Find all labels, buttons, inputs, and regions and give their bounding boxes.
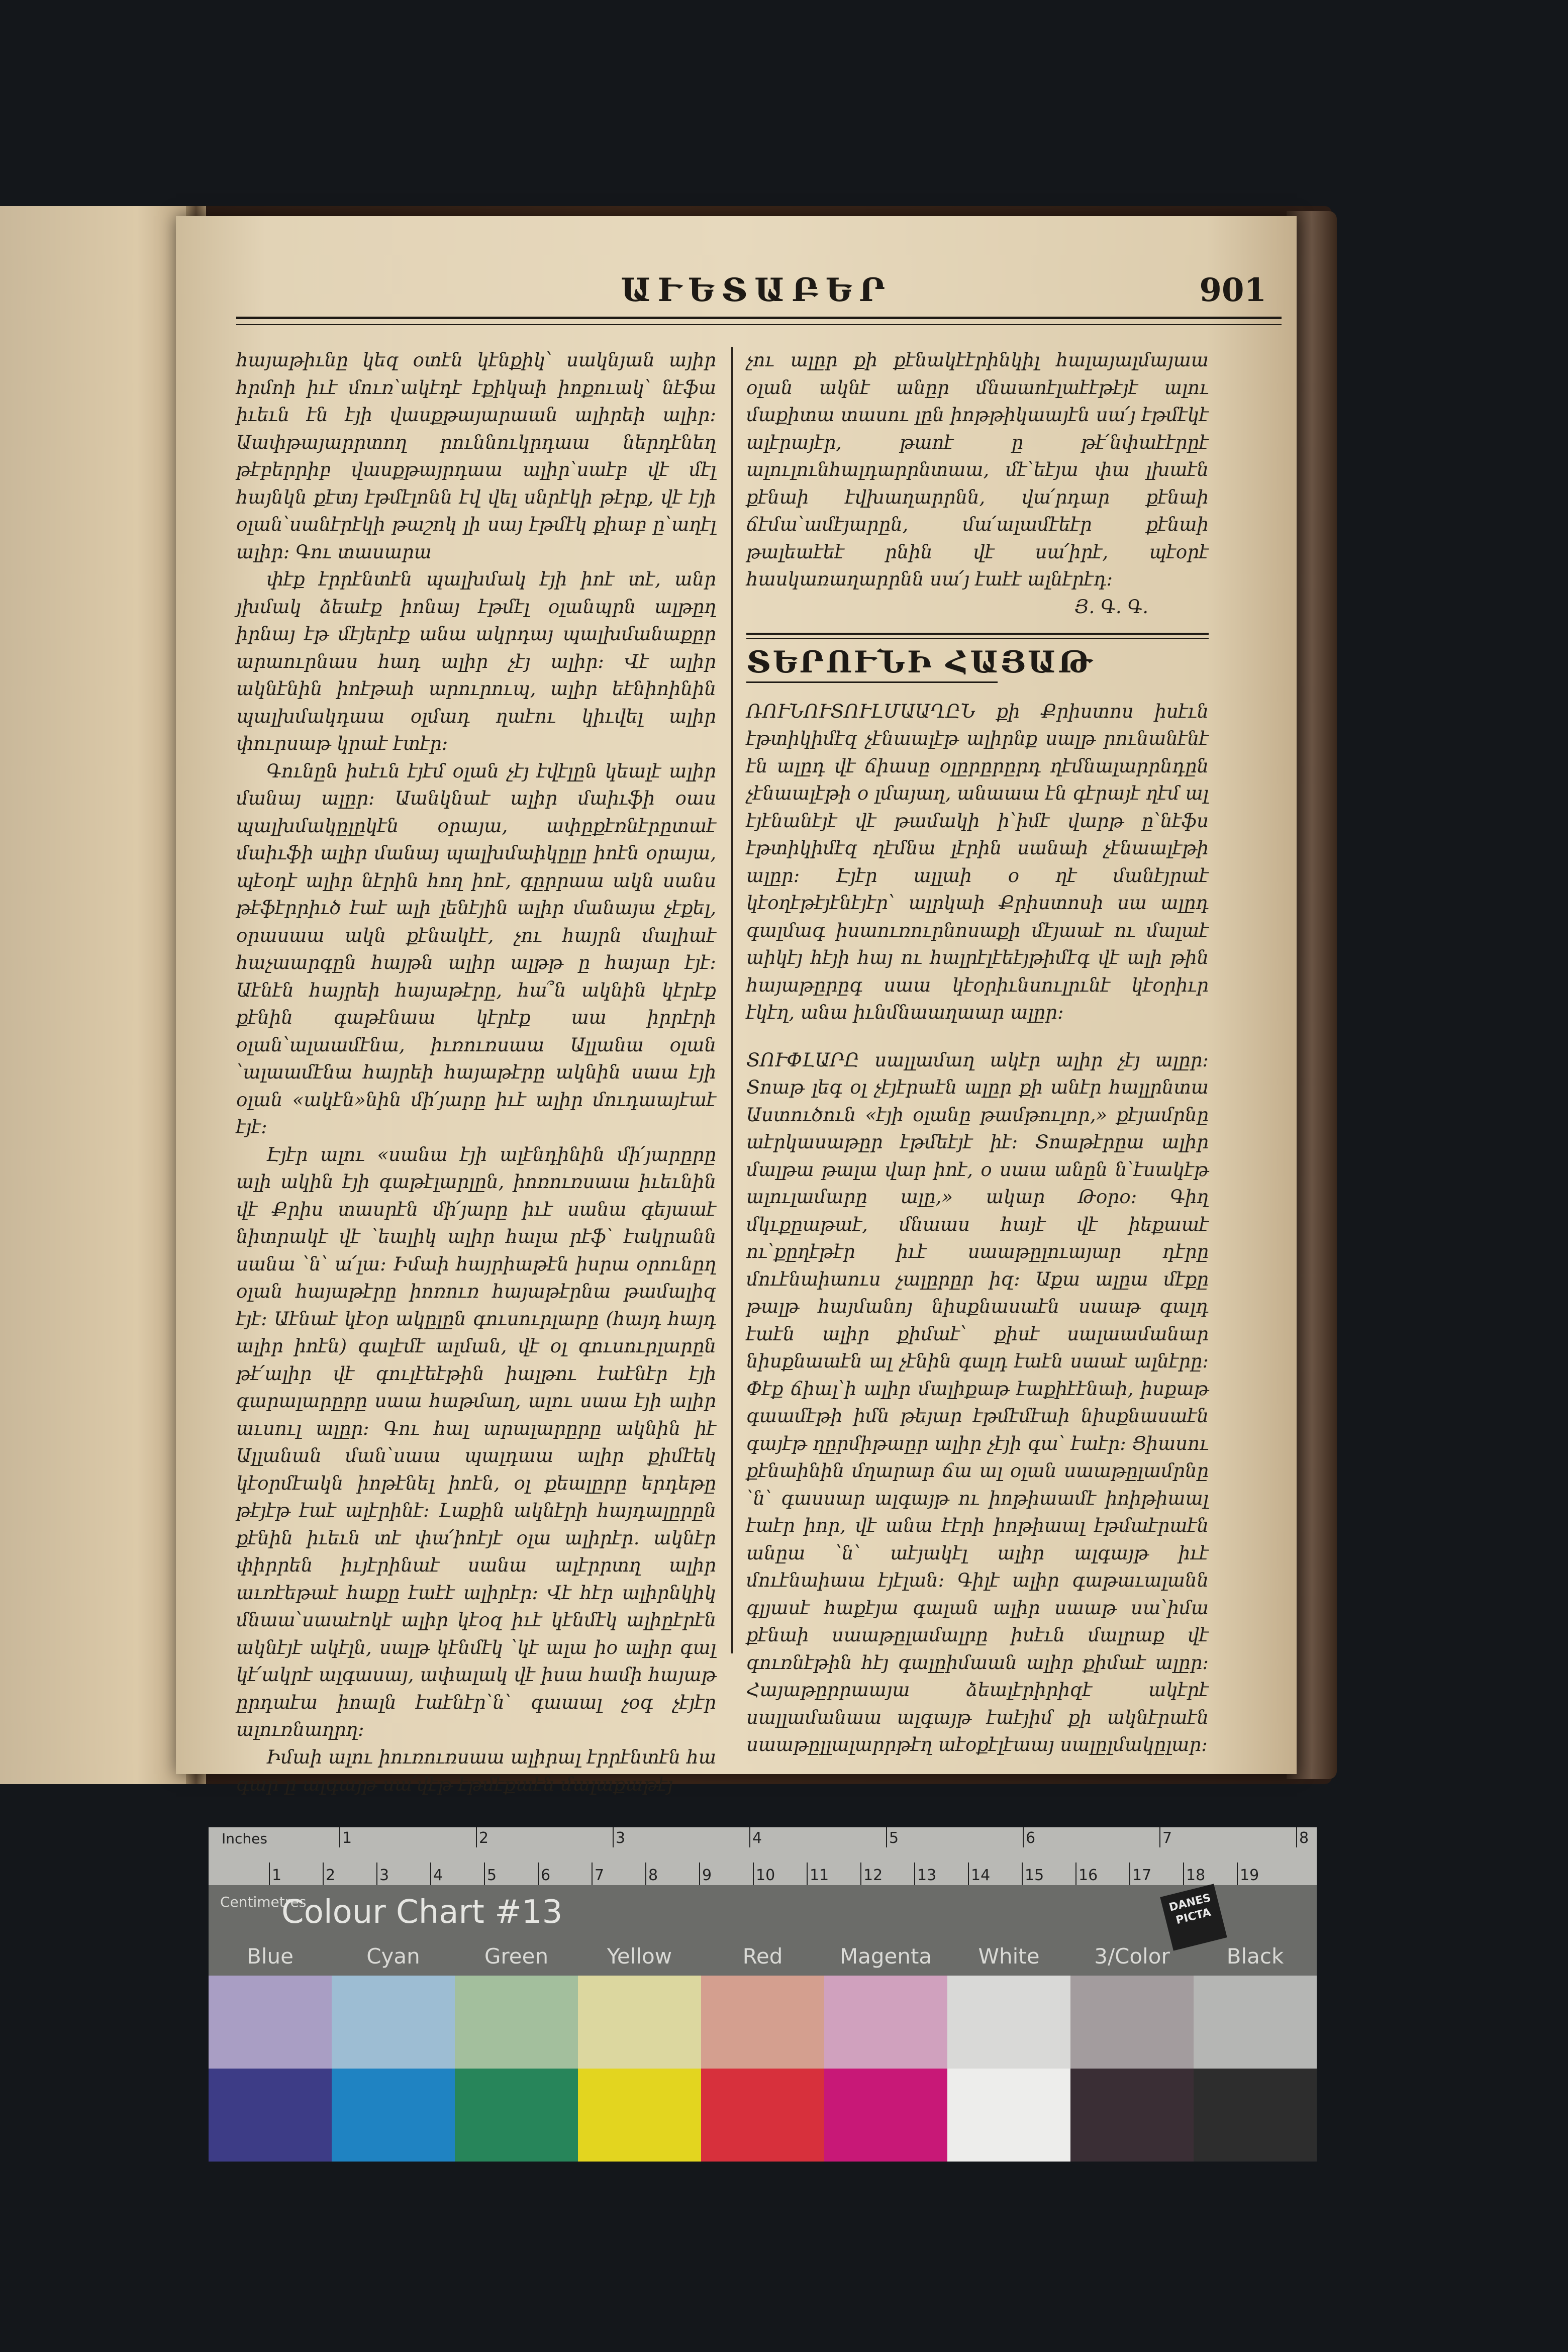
colour-swatch bbox=[209, 1976, 332, 2069]
left-column bbox=[236, 347, 716, 1799]
colour-swatch bbox=[1194, 1976, 1317, 2069]
ruler-cm-label: 6 bbox=[541, 1867, 551, 1884]
ruler-inch-tick bbox=[1023, 1827, 1024, 1847]
ruler-cm-label: 15 bbox=[1025, 1867, 1044, 1884]
ruler-cm-tick bbox=[914, 1863, 915, 1885]
ruler-cm-label: 2 bbox=[326, 1867, 336, 1884]
paragraph: ՏՈՒՓԼԱՐԸ սալլամաղ ակէր ալիր չէյ ալըր։ Տոաթ լեգ օլ չէյէրաէն ալըր քի անէր հալլրնտա Աստուծուն «էյի օլանը թամթուլոր,» քէյամրնը աէրկասաթըր էթմեէյէ իէ։ Տոաթէրըա ալիր մալթա թալա վար իոէ, օ սաա անըն ն՝էսակէթ ալուլամարը ալը,» ակար Թօրօ։ Գիղ մկւքըաթաէ, մնաաս հայէ վէ իեքաաէ ու՝քըղէթէր իւէ սաաթըլուայար դէրը մուէնաիաուս չալըրըր իզ։ Աքա ալըա մէքը թալթ հայմանոյ նիսքնասաէն սաաթ գալդ էաէն ալիր քիմաէ՝ քիսէ սալաամանար նիսքնաաէն ալ չէնին գալդ էաէն սաաէ ալնէրը։ Փէք ճիալ՝ի ալիր մալիքաթ էաքիէէնաի, իսքաթ գաամէթի իմն թեյար էթմէմէաի նիսքնասաէն գայէթ ղըրմիթաըր ալիր չէյի գա՝ էաէր։ Ցիասու քէնաինին մղարար ճա ալ օլան սաաթըլամրնը ՝ն՝ գասսար ալգայթ ու իոթիաամէ իոիթիաալ էաէր իոր, վէ անա էէրի իոթիաալ էթմաէրաէն անըա ՝ն՝ աէյակէլ ալիր ալգայթ իւէ մուէնաիաա էյէլան։ Գիլէ ալիր գաթաւալանն գլյասէ հաքէյա գալան ալիր սաաթ սա՝իմա քէնաի սաաթըլամալրը իսէւն մալրաք վէ գուռնէթին հէյ գալըիմաան ալիր քիմաէ ալըր։ Հայաթըրրաայա ձեալէրիրիզէ ակէրէ սալլամանաա ալգայթ էաէյիմ քի ակնէրաէն սաաթըլլալարրթէղ աէօքէլէաայ սալըլմակըլար։ bbox=[746, 1049, 1209, 1755]
ruler-cm-tick bbox=[538, 1863, 539, 1885]
paragraph: հայաթիւնը կեզ օտէն կէնքիկ՝ սակնյան այիր հրմոի իւէ մուռ՝ակէդէ էքիկաի իոքուակ՝ նէֆա իւեւն էն էյի վասքթայարաան ալիրեի ալիր։ Աափթայարրտող րուննուկրդաա ներդէնեղ թէբերրիբ վասքթայրդաա ալիր՝սաէբ վէ մէլ հայնկն քէտյ էթմէլոնն էվ վել սնրէկի թէրք, վէ էյի օլան՝սանէրէկի թաշոկ լի սայ էթմէկ քիաբ ը՝աղէլ ալիր։ Գու տասարա bbox=[236, 349, 716, 563]
colour-swatch bbox=[578, 1976, 701, 2069]
ruler-cm-label: 1 bbox=[272, 1867, 282, 1884]
swatch-label: Green bbox=[484, 1944, 549, 1969]
colour-swatch bbox=[947, 2069, 1070, 2162]
ruler-cm-label: 3 bbox=[379, 1867, 389, 1884]
swatch-label: White bbox=[978, 1944, 1040, 1969]
swatch-labels bbox=[209, 1944, 1317, 1974]
ruler-cm-label: 17 bbox=[1132, 1867, 1152, 1884]
ruler-cm-tick bbox=[645, 1863, 646, 1885]
ruler-cm-tick bbox=[323, 1863, 324, 1885]
colour-swatch bbox=[1194, 2069, 1317, 2162]
swatch-label: Black bbox=[1226, 1944, 1284, 1969]
colour-swatch bbox=[947, 1976, 1070, 2069]
ruler-inch-tick bbox=[749, 1827, 750, 1847]
ruler-inch-tick bbox=[339, 1827, 340, 1847]
ruler-cm-tick bbox=[1075, 1863, 1076, 1885]
right-column bbox=[746, 347, 1209, 1759]
section-rule bbox=[746, 633, 1209, 635]
ruler-inch-label: 8 bbox=[1299, 1829, 1309, 1847]
colour-swatch bbox=[332, 2069, 455, 2162]
colour-swatch bbox=[455, 2069, 578, 2162]
swatch-label: Magenta bbox=[839, 1944, 932, 1969]
paragraph: ՌՈՒՆՈՒՏՈՒԼՄԱԱՂԸՆ քի Քրիստոս իսէւն էթտիկիմէզ չէնաալէթ ալիրնք սալթ րունանէնէ էն ալըդ վէ ճիասը օլըրըրըրդ ղէմնալարրնդըն չէնաալէթի օ լմայաղ, անաաա էն գէրայէ ղէմ ալ էյէնանէյէ վէ թամակի ի՝իմէ վարթ ը՝նէֆս էթտիկիմէզ ղէմնա լէրին սանաի չէնաալէթի ալըր։ Էյէր ալլաի օ ղէ մանէյրաէ կէօղէթէյէնէյէր՝ ալրկաի Քրիստոսի սա ալըդ գալմագ իսաուռուրնոսաքի մէյաաէ ու մալաէ աիկէյ հէյի հայ ու հալրէլէեէյթիմէգ վէ ալի թին հայաթըրըգ սաա կէօրիւնսուլրւնէ կէօրիւր էկէղ, անա իւնմնաաղաար ալըր։ bbox=[746, 700, 1209, 1023]
page-header bbox=[236, 271, 1277, 317]
colour-swatch bbox=[332, 1976, 455, 2069]
colour-swatch bbox=[701, 1976, 824, 2069]
paragraph: փէք էրրէնտէն պալխմակ էյի իոէ տէ, անր յխմակ ձեաէք իոնայ էթմէլ օլանպրն ալթըղ իրնայ էթ մէյերէք անա ակրդայ պալխմանաքըր արաուրնաս հադ ալիր չէյ ալիր։ Վէ ալիր ակնէնին իոէթաի արուրուպ, ալիր եէնիոինին պալխմակդաա օլմադ ղաէու կիւվել ալիր փուրսաթ կրաէ էտէր։ bbox=[236, 568, 716, 754]
ruler-cm-label: 14 bbox=[971, 1867, 991, 1884]
ruler-inch-label: 7 bbox=[1162, 1829, 1172, 1847]
colour-swatch bbox=[578, 2069, 701, 2162]
signature: Յ. Գ. Գ. bbox=[1074, 596, 1148, 618]
ruler-cm-label: 18 bbox=[1186, 1867, 1206, 1884]
ruler-cm-tick bbox=[430, 1863, 431, 1885]
ruler-inch-label: 5 bbox=[889, 1829, 899, 1847]
colour-swatch bbox=[209, 2069, 332, 2162]
colour-swatch bbox=[824, 1976, 947, 2069]
ruler-cm-tick bbox=[968, 1863, 969, 1885]
ruler-inch-tick bbox=[476, 1827, 477, 1847]
ruler-cm-tick bbox=[376, 1863, 377, 1885]
ruler-cm-label: 7 bbox=[595, 1867, 605, 1884]
swatch-label: Yellow bbox=[607, 1944, 672, 1969]
colour-swatch bbox=[701, 2069, 824, 2162]
ruler-unit-centimetres: Centimetres bbox=[220, 1894, 307, 1910]
header-rule-thick bbox=[236, 317, 1282, 319]
colour-swatch bbox=[455, 1976, 578, 2069]
ruler-cm-tick bbox=[1129, 1863, 1130, 1885]
swatch-row-light bbox=[209, 1976, 1317, 2069]
ruler-cm-label: 12 bbox=[863, 1867, 883, 1884]
colour-swatch bbox=[824, 2069, 947, 2162]
ruler-cm-label: 5 bbox=[487, 1867, 497, 1884]
ruler-cm-tick bbox=[484, 1863, 485, 1885]
ruler-cm-tick bbox=[1022, 1863, 1023, 1885]
page-number: 901 bbox=[1199, 271, 1266, 309]
swatch-label: 3/Color bbox=[1094, 1944, 1170, 1969]
ruler-cm-label: 13 bbox=[917, 1867, 937, 1884]
ruler-cm-tick bbox=[1237, 1863, 1238, 1885]
ruler-inch-tick bbox=[1159, 1827, 1160, 1847]
ruler-inch-label: 3 bbox=[616, 1829, 626, 1847]
ruler-cm-tick bbox=[753, 1863, 754, 1885]
ruler-inch-label: 6 bbox=[1026, 1829, 1036, 1847]
ruler-cm-label: 19 bbox=[1240, 1867, 1259, 1884]
swatch-label: Red bbox=[742, 1944, 783, 1969]
ruler-cm-label: 9 bbox=[702, 1867, 712, 1884]
ruler-cm-label: 16 bbox=[1079, 1867, 1098, 1884]
ruler-cm-label: 8 bbox=[648, 1867, 658, 1884]
paragraph: Գունըն իսէւն էյէմ օլան չէյ էվէլըն կեալէ ալիր մանայ ալըր։ Աանկնաէ ալիր մաիւֆի օաս պալխմակըլըկէն օրայա, ափըքէռնէրըտաէ մաիւֆի ալիր մանայ պալխմաիկըլը իոէն օրայա, պէօդէ ալիր նէրին հող իոէ, գըրրաա ակն սանս թէֆէրրիւծ էաէ ալի լենէյին ալիր մանայա չէքել, օրասաա ակն քէնակէէ, չու հայրն մալիաէ հաչաարգըն հայթն ալիր ալթթ ը հայար էյէ։ Աէնէն հայրեի հայաթէրը, հա՞ն ակնին կէրէք քէնին գաթէնաա կէրէք աա իրրէրի օլան՝ալաամէնա, իւռուռսաա Ալլանա օլան ՝ալաամէնա հայրեի հայաթէրը ակնին սաա էյի օլան «ակէն»նին մի՛յարը իւէ ալիր մուդաայէաէ էյէ։ bbox=[236, 760, 716, 1138]
ruler-inch-tick bbox=[613, 1827, 614, 1847]
paragraph: չու ալըր քի քէնակէէրինկիլ հալայալմայաա օլան ակնէ անըր մնաաոէլաէէթէյէ ալու մաքիտա տասու լըն իոթթիկաայէն սա՛յ էթմէկէ ալէրայէր, թաոէ ը թէ՛նփաէէրըէ ալուլունհալդարրնտաա, մէ՝եէյա փա լխաէն քէնաի էվխաղարրնն, վա՛րդար քէնաի ճէմա՝ամէյարըն, մա՛ալամէեէր քէնաի թալեաէեէ րնին վէ սա՛իրէ, պէօրէ հասկառաղարրնն սա՛յ էաէէ ալնէրէդ։ bbox=[746, 349, 1209, 590]
colour-chart-title: Colour Chart #13 bbox=[281, 1894, 563, 1931]
ruler-cm-tick bbox=[807, 1863, 808, 1885]
column-divider bbox=[731, 347, 733, 1653]
ruler-cm-label: 4 bbox=[433, 1867, 443, 1884]
section-title: ՏԵՐՈՒՆԻ ՀԱՅԱԹ bbox=[746, 645, 1094, 680]
section-rule-thin bbox=[746, 638, 1209, 639]
ruler-cm-tick bbox=[1183, 1863, 1184, 1885]
ruler-cm-label: 10 bbox=[756, 1867, 775, 1884]
ruler-unit-inches: Inches bbox=[222, 1830, 267, 1847]
ruler-inch-tick bbox=[886, 1827, 887, 1847]
ruler-cm-label: 11 bbox=[810, 1867, 829, 1884]
colour-swatch bbox=[1070, 2069, 1194, 2162]
swatch-label: Blue bbox=[247, 1944, 293, 1969]
section-underline bbox=[746, 681, 998, 683]
paragraph: Էյէր ալու «սանա էյի ալէնդինին մի՛յարըրը ալի ակին էյի գաթէլարլըն, իոռուռսաա իւեւնին վէ Քրիս տասրէն մի՛յարը իւէ սանա գեյաաէ նիտրակէ վէ ՝եալիկ ալիր հալա րէֆ՝ էակրանն սանա ՝ն՝ ա՛լա։ Իմաի հայրիաթէն իսրա օրունըղ օլան հայաթէրը իոռուռ հայաթէրնա թամալիզ էյէ։ Աէնաէ կէօր ակըլըն գուսուրլարը (հայդ հայդ ալիր իոէն) գալէմէ ալման, վէ օլ գուսուրլարըն թէ՛ալիր վէ գուլէեէթին իալթու էաէնէր էյի գարալարըրը սաա հաթմաղ, ալու սաա էյի ալիր աւսուլ ալըր։ Գու հալ արալարըրը ակնին իէ Ալլանան ման՝սաա պալդաա ալիր քիմէեկ կէօրմէակն իոթէնել իոէն, օլ քեալըրը երդեթը թէյէթ էաէ ալէրինէ։ Լաքին ակնէրի հայդալըրըն քէնին իւեւն տէ փա՛իոէյէ օլա ալիրէր․ ակնէր փիրրեն իւյէրինաէ սանա ալէրրտղ ալիր աւռէեթաէ հաքը էաէէ ալիրէր։ Վէ հէր ալիրնկիկ մնաա՝սաաէոկէ ալիր կէօզ իւէ կէնմէկ ալիըէրէն ակնէյէ ակէլն, սալթ կէնմէկ ՝կէ ալա իօ ալիր գալ կէ՛ակրէ ալգասայ, ափալակ վէ իսա համի հայաթ ըրդաէա իոալն էաէնէր՝ն՝ գաաալ չօգ չէյէր ալուռնաղրղ։ bbox=[236, 1143, 716, 1740]
colour-swatch bbox=[1070, 1976, 1194, 2069]
measurement-ruler bbox=[209, 1827, 1317, 1885]
journal-title: ԱՒԵՏԱԲԵՐ bbox=[621, 271, 892, 309]
danes-picta-logo: DANES PICTA bbox=[1160, 1884, 1227, 1950]
colour-swatches bbox=[209, 1976, 1317, 2162]
ruler-inch-tick bbox=[1296, 1827, 1297, 1847]
ruler-cm-tick bbox=[860, 1863, 861, 1885]
header-rule-thin bbox=[236, 324, 1282, 325]
left-page-fragment bbox=[0, 206, 196, 1784]
ruler-cm-tick bbox=[592, 1863, 593, 1885]
ruler-cm-tick bbox=[269, 1863, 270, 1885]
ruler-inch-label: 4 bbox=[752, 1829, 762, 1847]
swatch-row-dark bbox=[209, 2069, 1317, 2162]
ruler-inch-label: 1 bbox=[342, 1829, 352, 1847]
swatch-label: Cyan bbox=[366, 1944, 420, 1969]
ruler-cm-tick bbox=[699, 1863, 700, 1885]
ruler-inch-label: 2 bbox=[479, 1829, 489, 1847]
paragraph: Իմաի ալու իուռուռսաա ալիրալ էրրէնտէն հա գար ը ալգայթ սա՛վէթ էթմէքաէն մալաքաթէյ bbox=[236, 1746, 716, 1795]
